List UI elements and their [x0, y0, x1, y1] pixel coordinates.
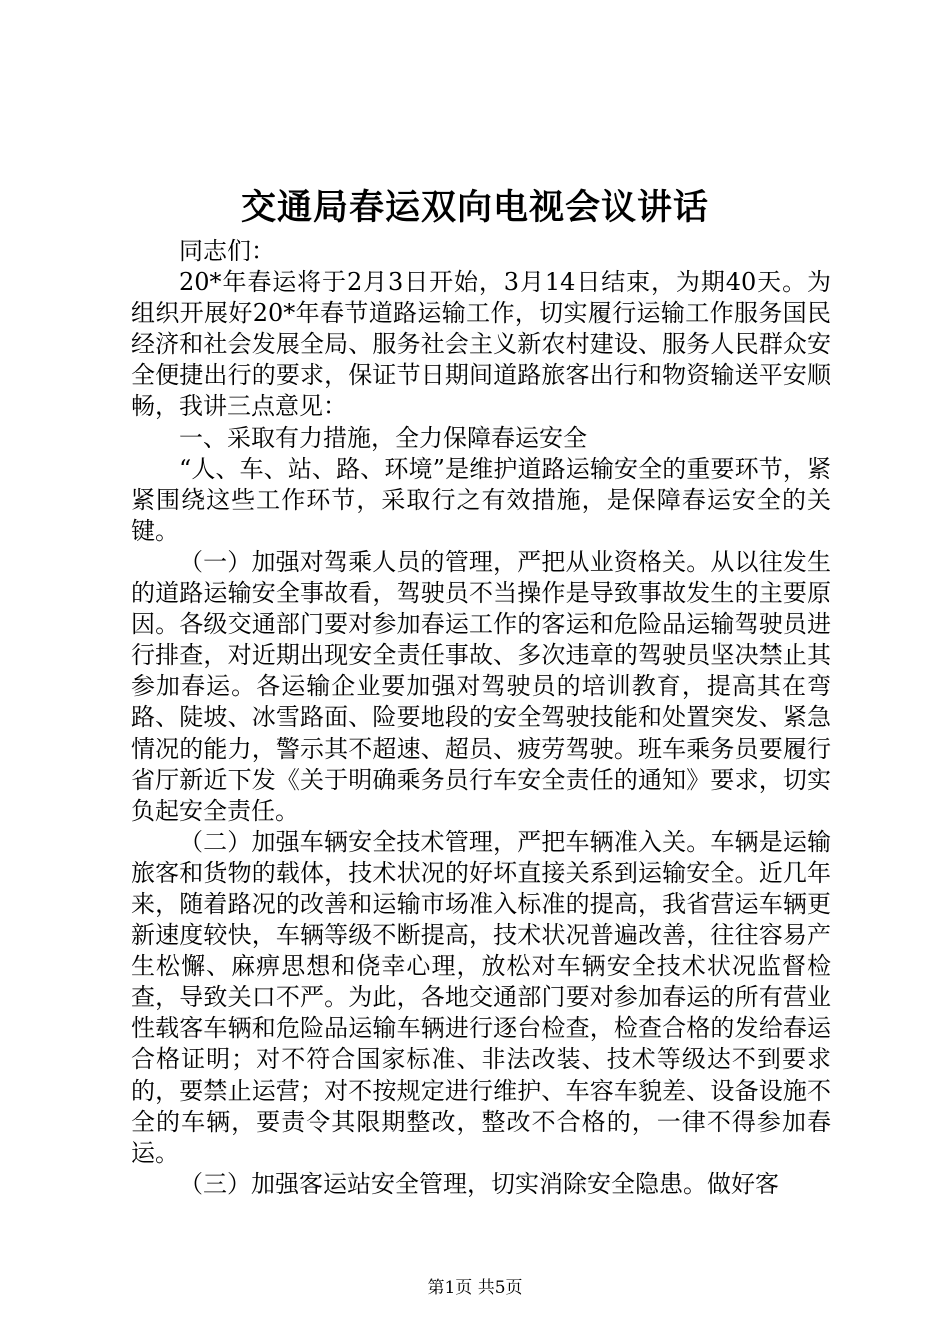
body-paragraph: （二）加强车辆安全技术管理，严把车辆准入关。车辆是运输旅客和货物的载体，技术状况的好坏直接关系到运输安全。近几年来，随着路况的改善和运输市场准入标准的提高，我省营运车辆更新速度较快，车辆等级不断提高，技术状况普遍改善，往往容易产生松懈、麻痹思想和侥幸心理，放松对车辆安全技术状况监督检查，导致关口不严。为此，各地交通部门要对参加春运的所有营业性载客车辆和危险品运输车辆进行逐台检查，检查合格的发给春运合格证明；对不符合国家标准、非法改装、技术等级达不到要求的，要禁止运营；对不按规定进行维护、车容车貌差、设备设施不全的车辆，要责令其限期整改，整改不合格的，一律不得参加春运。: [131, 827, 831, 1167]
salutation-paragraph: 同志们：: [179, 237, 275, 265]
section-heading: 一、采取有力措施，全力保障春运安全: [179, 423, 587, 452]
intro-paragraph: 20*年春运将于2月3日开始，3月14日结束，为期40天。为组织开展好20*年春节道路运输工作，切实履行运输工作服务国民经济和社会发展全局、服务社会主义新农村建设、服务人民群众安全便捷出行的要求，保证节日期间道路旅客出行和物资输送平安顺畅，我讲三点意见：: [131, 268, 831, 421]
body-paragraph: “人、车、站、路、环境”是维护道路运输安全的重要环节，紧紧围绕这些工作环节，采取行之有效措施，是保障春运安全的关键。: [131, 454, 831, 545]
page-footer: 第1页 共5页: [427, 1278, 523, 1298]
body-paragraph: （一）加强对驾乘人员的管理，严把从业资格关。从以往发生的道路运输安全事故看，驾驶员不当操作是导致事故发生的主要原因。各级交通部门要对参加春运工作的客运和危险品运输驾驶员进行排查，对近期出现安全责任事故、多次违章的驾驶员坚决禁止其参加春运。各运输企业要加强对驾驶员的培训教育，提高其在弯路、陡坡、冰雪路面、险要地段的安全驾驶技能和处置突发、紧急情况的能力，警示其不超速、超员、疲劳驾驶。班车乘务员要履行省厅新近下发《关于明确乘务员行车安全责任的通知》要求，切实负起安全责任。: [131, 547, 831, 825]
document-title: 交通局春运双向电视会议讲话: [240, 187, 709, 228]
body-paragraph: （三）加强客运站安全管理，切实消除安全隐患。做好客: [179, 1169, 779, 1198]
document-body: [131, 236, 831, 1200]
